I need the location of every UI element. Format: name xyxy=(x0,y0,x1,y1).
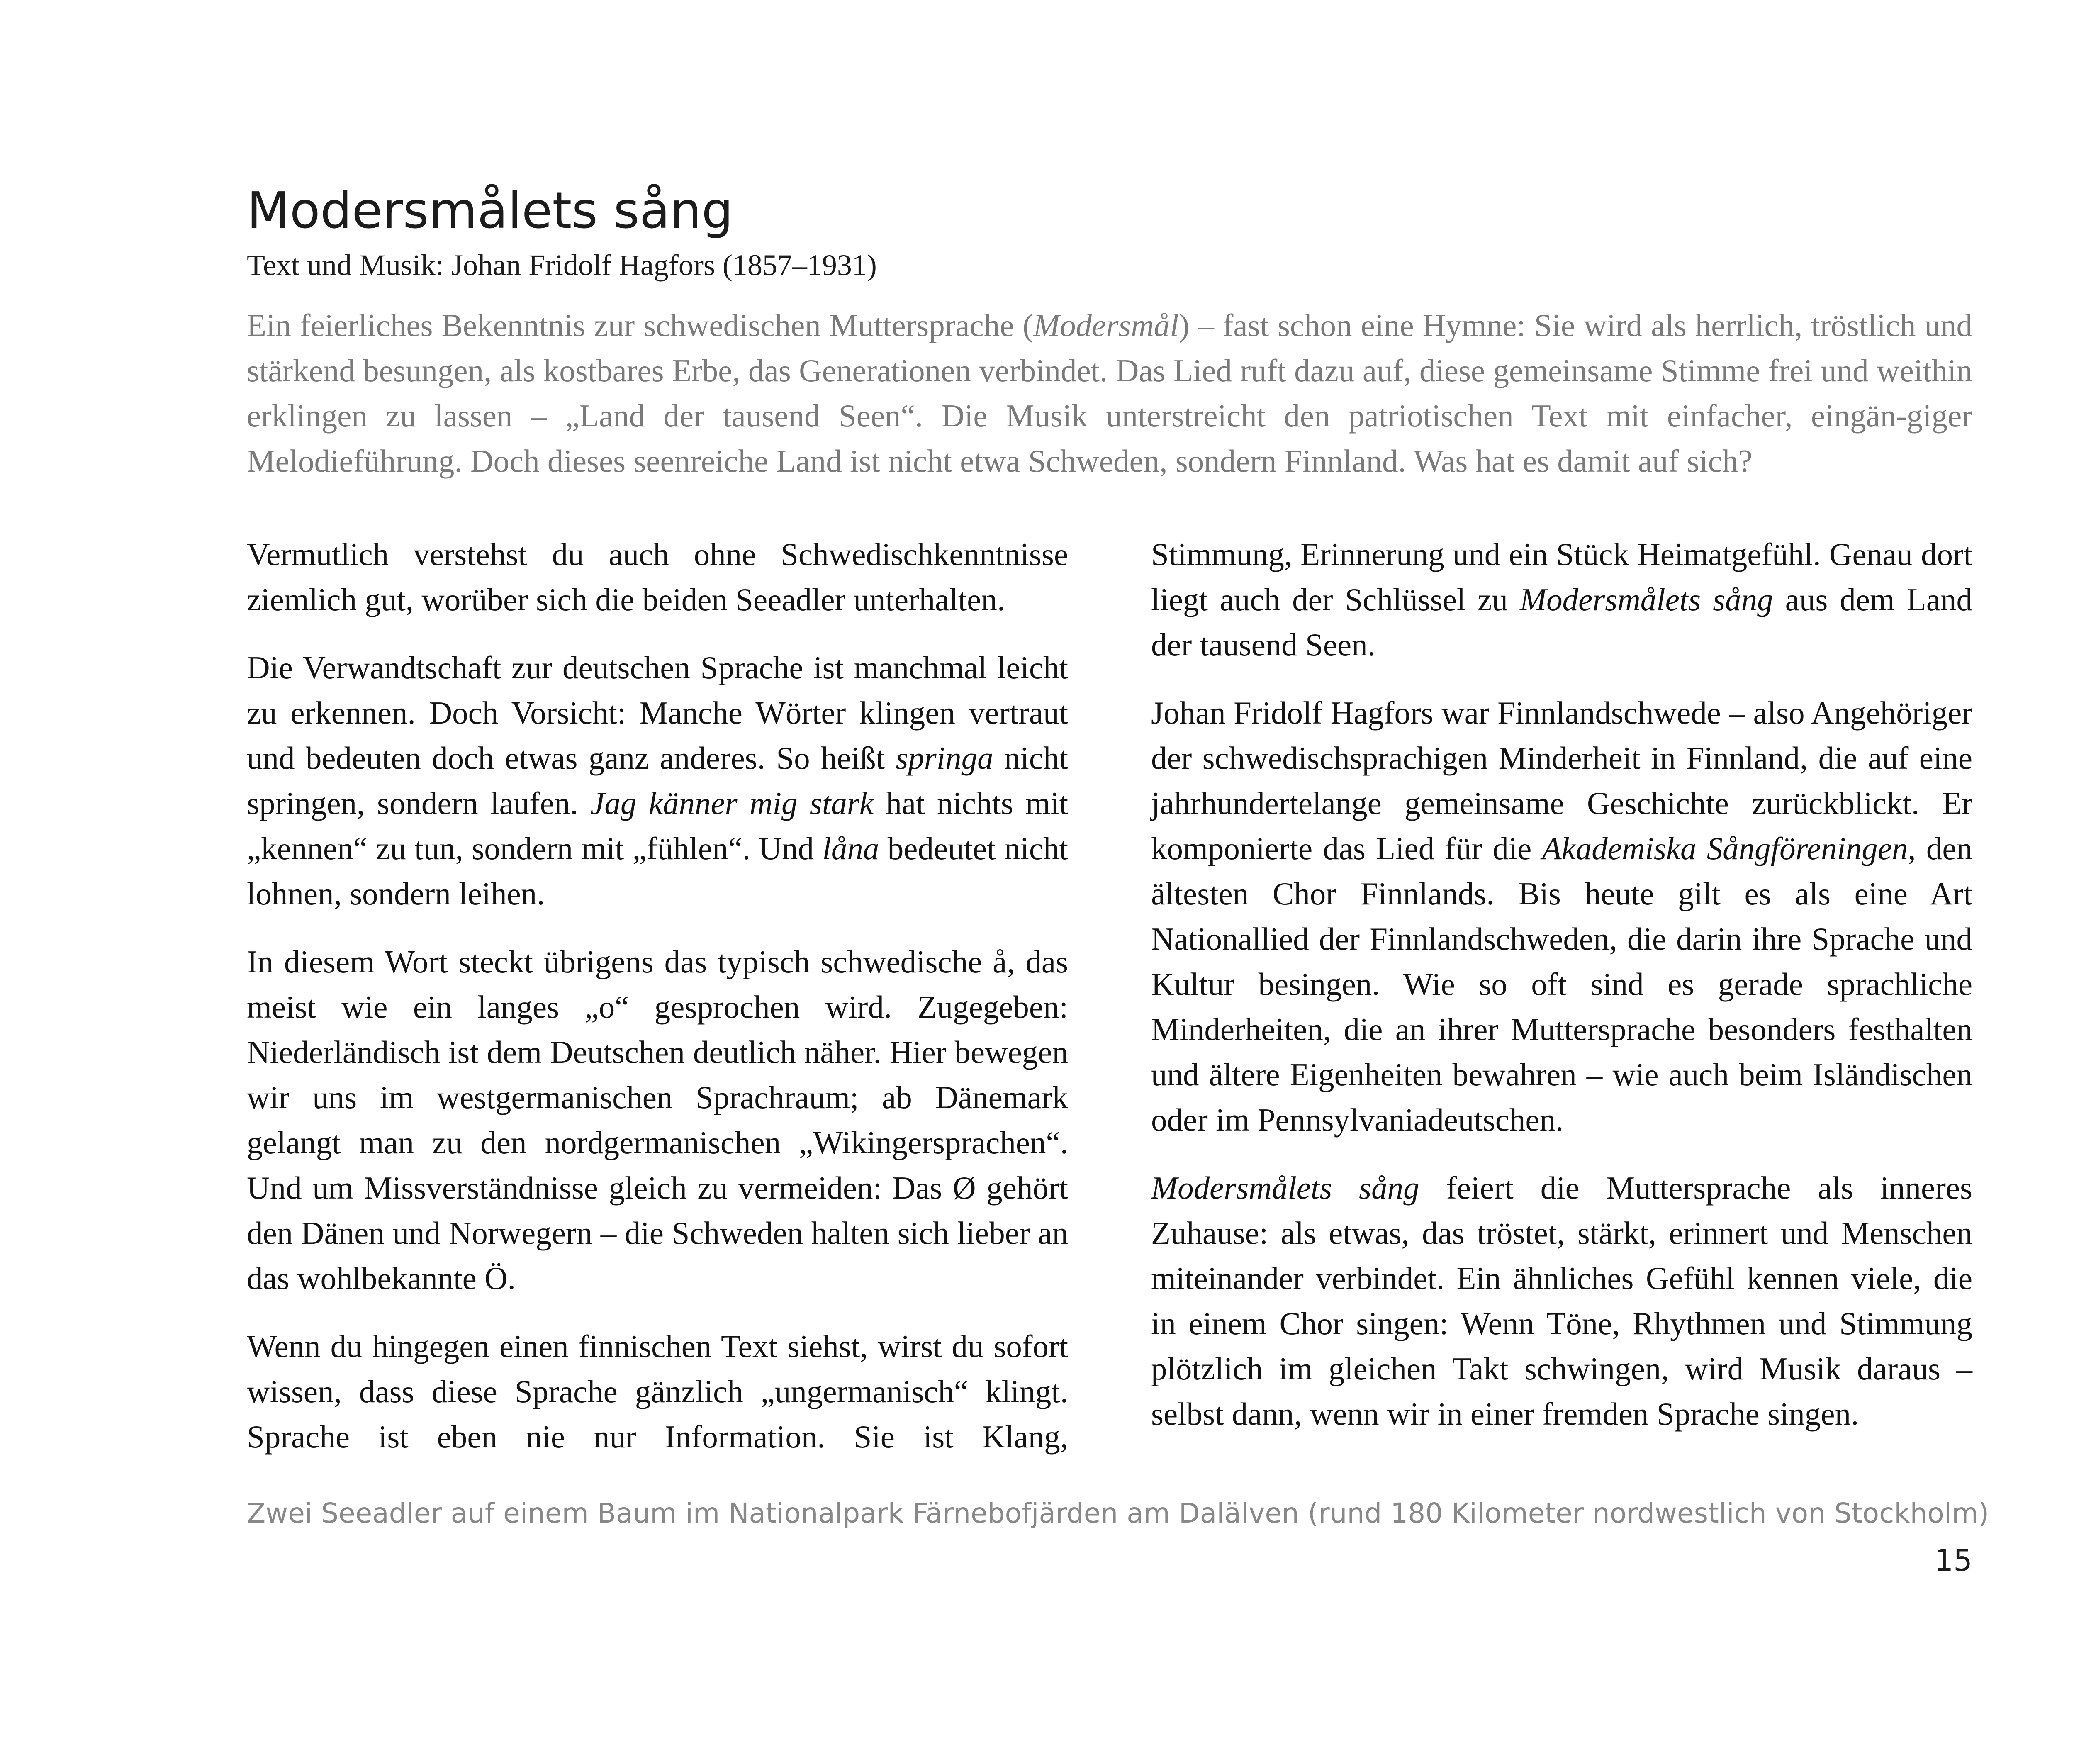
left-p2-text-g: bedeutet nicht lohnen, sondern leihen. xyxy=(247,831,1068,911)
right-paragraph-2 xyxy=(1151,690,1972,1143)
right-p3-italic-title: Modersmålets sång xyxy=(1151,1170,1419,1206)
left-p2-italic-lana: låna xyxy=(822,831,879,866)
right-p1-italic-title: Modersmålets sång xyxy=(1519,582,1773,617)
intro-paragraph xyxy=(247,303,1972,484)
intro-text-start: Ein feierliches Bekenntnis zur schwedischen Muttersprache ( xyxy=(247,307,1033,343)
right-p3-text-b: feiert die Muttersprache als inneres Zuhause: als etwas, das tröstet, stärkt, erinnert und Menschen miteinander verbindet. Ein ähnliches Gefühl kennen viele, die in einem Chor singen: Wenn Töne, Rhythmen und Stimmung plötzlich im gleichen Takt schwingen, wird Musik daraus – selbst dann, wenn wir in einer fremden Sprache singen. xyxy=(1151,1170,1972,1432)
right-p2-text-a: Johan Fridolf Hagfors war Finnlandschwede – also Angehöriger der schwedischsprachigen Minderheit in Finnland, die auf eine jahrhundertelange gemeinsame Geschichte zurückblickt. Er komponierte das Lied für die xyxy=(1151,695,1972,866)
left-p2-italic-springa: springa xyxy=(896,740,993,776)
right-p1-text-a: Stimmung, Erinnerung und ein Stück Heimatgefühl. Genau dort liegt auch der Schlüssel zu xyxy=(1151,536,1972,617)
intro-text-end: ) – fast schon eine Hymne: Sie wird als herrlich, tröstlich und stärkend besungen, als kostbares Erbe, das Generationen verbindet. Das Lied ruft dazu auf, diese gemeinsame Stimme frei und weithin erklingen zu lassen – „Land der tausend Seen“. Die Musik unterstreicht den patriotischen Text mit einfacher, eingän-giger Melodieführung. Doch dieses seenreiche Land ist nicht etwa Schweden, sondern Finnland. Was hat es damit auf sich? xyxy=(247,307,1973,479)
page-title: Modersmålets sång xyxy=(247,182,733,240)
left-paragraph-1: Vermutlich verstehst du auch ohne Schwedischkenntnisse ziemlich gut, worüber sich die beiden Seeadler unterhalten. xyxy=(247,536,1068,617)
left-column xyxy=(247,532,1068,1482)
right-column xyxy=(1151,532,1972,1459)
image-caption: Zwei Seeadler auf einem Baum im Nationalpark Färnebofjärden am Dalälven (rund 180 Kilometer nordwestlich von Stockholm) xyxy=(247,1497,1989,1529)
right-p2-italic-choir: Akademiska Sångföreningen xyxy=(1542,831,1908,866)
left-paragraph-4: Wenn du hingegen einen finnischen Text siehst, wirst du sofort wissen, dass diese Sprache gänzlich „ungermanisch“ klingt. Sprache ist eben nie nur Information. Sie ist Klang, xyxy=(247,1328,1068,1455)
left-paragraph-2 xyxy=(247,645,1068,916)
right-paragraph-3 xyxy=(1151,1165,1972,1437)
right-p1-text-c: aus dem Land der tausend Seen. xyxy=(1151,582,1972,663)
left-paragraph-3: In diesem Wort steckt übrigens das typisch schwedische å, das meist wie ein langes „o“ gesprochen wird. Zugegeben: Niederländisch ist dem Deutschen deutlich näher. Hier bewegen wir uns im westgermanischen Sprachraum; ab Dänemark gelangt man zu den nordgermanischen „Wikingersprachen“. Und um Missverständnisse gleich zu vermeiden: Das Ø gehört den Dänen und Norwegern – die Schweden halten sich lieber an das wohlbekannte Ö. xyxy=(247,944,1068,1296)
left-p2-text-a: Die Verwandtschaft zur deutschen Sprache ist manchmal leicht zu erkennen. Doch Vorsicht: Manche Wörter klingen vertraut und bedeuten doch etwas ganz anderes. So heißt xyxy=(247,650,1068,776)
page-number: 15 xyxy=(1934,1543,1972,1578)
song-credits: Text und Musik: Johan Fridolf Hagfors (1857–1931) xyxy=(247,249,877,282)
right-paragraph-1 xyxy=(1151,532,1972,668)
intro-italic-term: Modersmål xyxy=(1033,307,1179,343)
right-p2-text-c: , den ältesten Chor Finnlands. Bis heute gilt es als eine Art Nationallied der Finnlandschweden, die darin ihre Sprache und Kultur besingen. Wie so oft sind es gerade sprachliche Minderheiten, die an ihrer Muttersprache besonders festhalten und ältere Eigenheiten bewahren – wie auch beim Isländischen oder im Pennsylvaniadeutschen. xyxy=(1151,831,1972,1138)
left-p2-text-c: nicht springen, sondern laufen. xyxy=(247,740,1068,821)
left-p2-italic-phrase: Jag känner mig stark xyxy=(590,785,874,821)
left-p2-text-e: hat nichts mit „kennen“ zu tun, sondern mit „fühlen“. Und xyxy=(247,785,1068,866)
